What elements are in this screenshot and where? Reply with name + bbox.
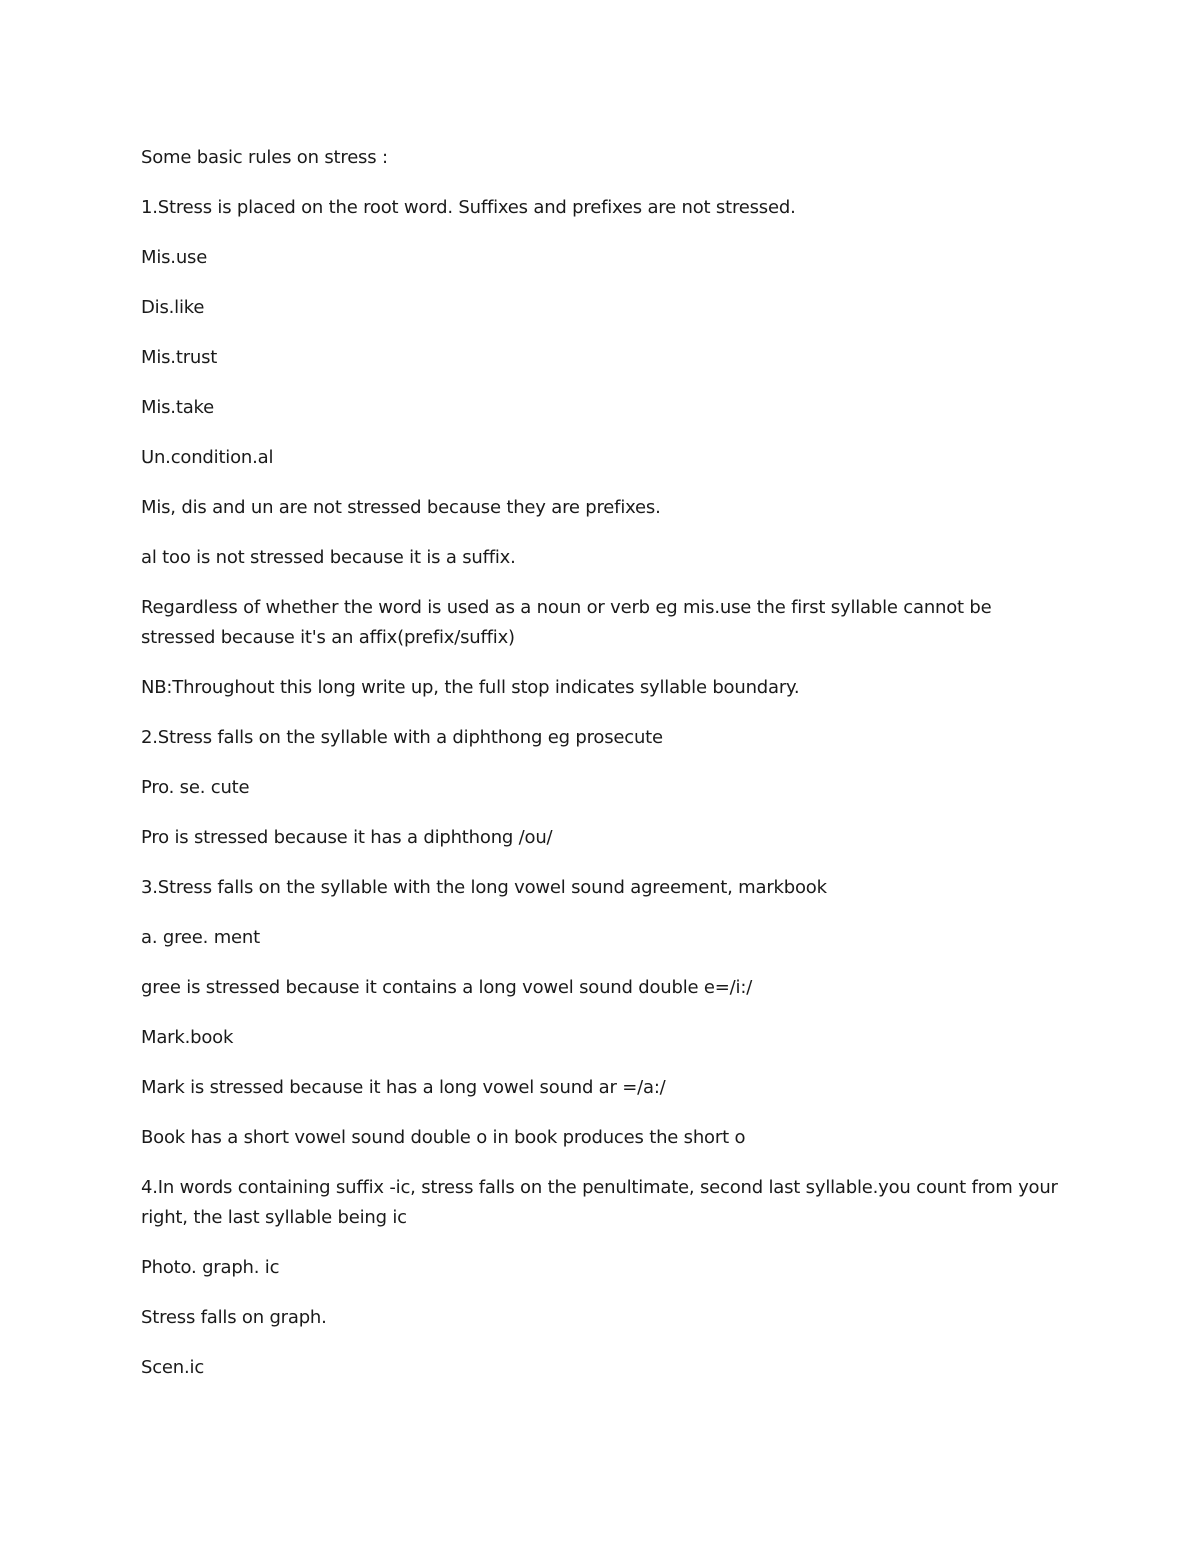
rule-1-statement: 1.Stress is placed on the root word. Suffixes and prefixes are not stressed. (141, 197, 796, 218)
example-prosecute: Pro. se. cute (141, 777, 250, 798)
note-syllable-boundary: NB:Throughout this long write up, the full stop indicates syllable boundary. (141, 677, 800, 698)
explanation-graph-stress: Stress falls on graph. (141, 1307, 327, 1328)
explanation-suffix: al too is not stressed because it is a suffix. (141, 547, 516, 568)
explanation-short-vowel: Book has a short vowel sound double o in book produces the short o (141, 1127, 746, 1148)
example-misuse: Mis.use (141, 247, 208, 268)
explanation-prefixes: Mis, dis and un are not stressed because they are prefixes. (141, 497, 661, 518)
example-photographic: Photo. graph. ic (141, 1257, 280, 1278)
example-mistake: Mis.take (141, 397, 214, 418)
example-agreement: a. gree. ment (141, 927, 260, 948)
example-unconditional: Un.condition.al (141, 447, 274, 468)
explanation-diphthong: Pro is stressed because it has a diphthong /ou/ (141, 827, 553, 848)
example-scenic: Scen.ic (141, 1357, 205, 1378)
example-dislike: Dis.like (141, 297, 205, 318)
rule-3-statement: 3.Stress falls on the syllable with the long vowel sound agreement, markbook (141, 877, 827, 898)
document-heading: Some basic rules on stress : (141, 147, 388, 168)
rule-4-statement: 4.In words containing suffix -ic, stress falls on the penultimate, second last syllable.you count from your right, the last syllable being ic (141, 1177, 1058, 1228)
rule-2-statement: 2.Stress falls on the syllable with a diphthong eg prosecute (141, 727, 663, 748)
explanation-long-vowel-ee: gree is stressed because it contains a long vowel sound double e=/i:/ (141, 977, 753, 998)
explanation-affix: Regardless of whether the word is used as a noun or verb eg mis.use the first syllable cannot be stressed because it's an affix(prefix/suffix) (141, 597, 992, 648)
document-body (141, 143, 1061, 1403)
example-mistrust: Mis.trust (141, 347, 218, 368)
explanation-long-vowel-ar: Mark is stressed because it has a long vowel sound ar =/a:/ (141, 1077, 666, 1098)
example-markbook: Mark.book (141, 1027, 234, 1048)
